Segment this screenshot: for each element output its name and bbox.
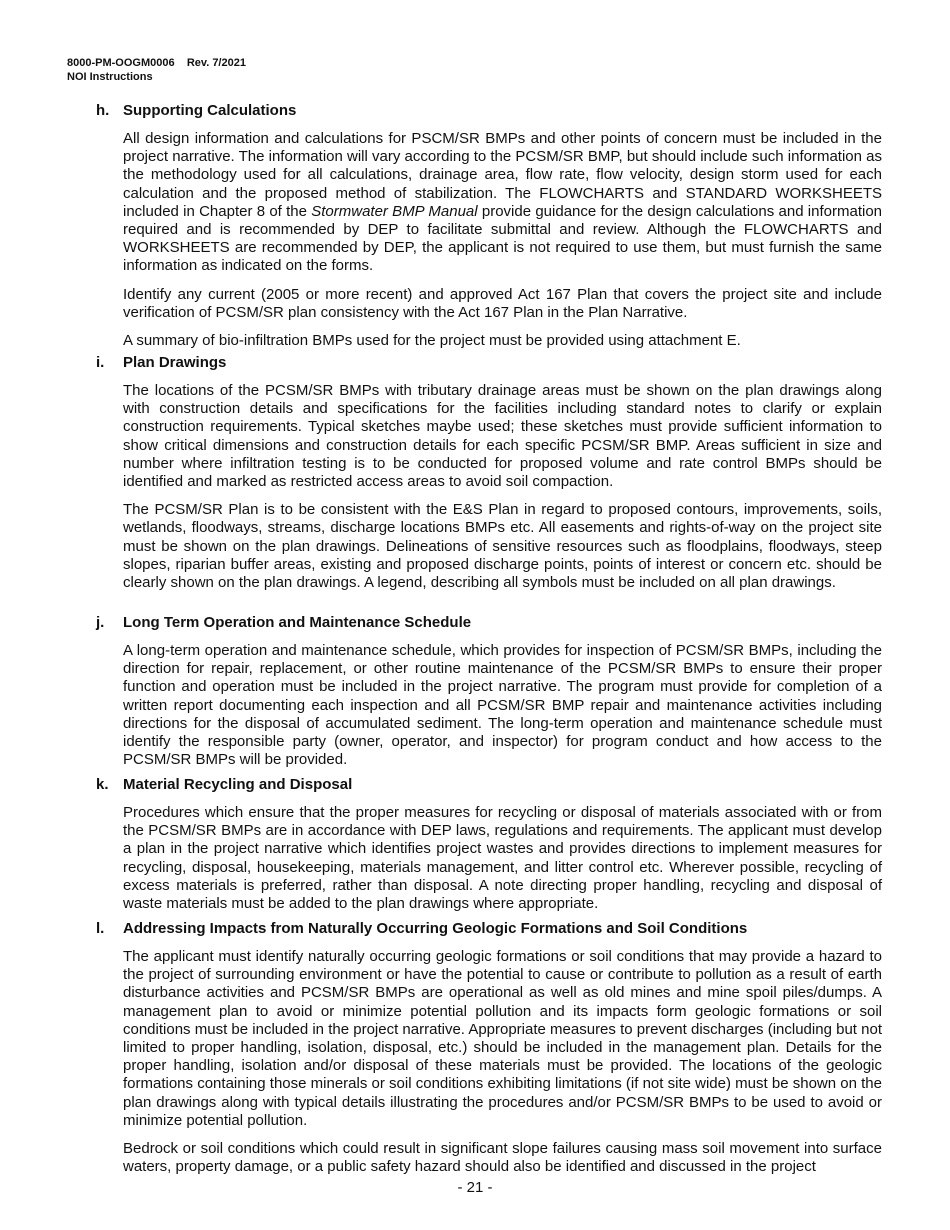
manual-title: Stormwater BMP Manual (311, 202, 478, 220)
section-l (96, 920, 882, 1176)
section-i (96, 354, 882, 592)
section-h (96, 102, 882, 350)
section-title: Supporting Calculations (123, 102, 297, 119)
section-title: Plan Drawings (123, 354, 227, 371)
revision: Rev. 7/2021 (186, 57, 246, 69)
section-title: Material Recycling and Disposal (123, 776, 353, 793)
section-letter: k. (96, 776, 109, 793)
section-k (96, 776, 882, 913)
paragraph (123, 130, 882, 276)
section-heading (96, 102, 882, 120)
section-j (96, 614, 882, 769)
page-number: - 21 - (457, 1179, 493, 1196)
section-letter: j. (96, 614, 105, 631)
section-letter: i. (96, 354, 105, 371)
doc-id: 8000-PM-OOGM0006 (67, 57, 175, 69)
paragraph: A long-term operation and maintenance schedule, which provides for inspection of PCSM/SR BMPs, including the direction for repair, replacement, or other routine maintenance of the PCSM/SR BMPs to ensure their proper function and operation must be included in the project narrative. The program must provide for completion of a written report documenting each inspection and all PCSM/SR BMP repair and maintenance activities including directions for the disposal of accumulated sediment. The long-term operation and maintenance schedule must identify the responsible party (owner, operator, and inspector) for program conduct and how access to the PCSM/SR BMPs will be provided. (123, 642, 882, 769)
section-heading (96, 354, 882, 372)
section-heading (96, 920, 882, 938)
doc-subtitle: NOI Instructions (67, 71, 153, 83)
text-run: All design information and calculations for PSCM/SR BMPs and other points of concern must be included in the project narrative. The information will vary according to the PCSM/SR BMP, but should include such information as the methodology used for all calculations, drainage area, flow rate, flow velocity, design storm used for each calculation and the proposed method of stabilization. The FLOWCHARTS and STANDARD WORKSHEETS included in Chapter 8 of the (123, 130, 882, 220)
text-run: provide guidance for the design calculations and information required and is recommended by DEP to facilitate submittal and review. Although the FLOWCHARTS and WORKSHEETS are recommended by DEP, the applicant is not required to use them, but must furnish the same information as indicated on the forms. (123, 202, 883, 275)
section-letter: l. (96, 920, 105, 937)
paragraph: Bedrock or soil conditions which could result in significant slope failures causing mass soil movement into surface waters, property damage, or a public safety hazard should also be identified and discussed in the project (123, 1140, 882, 1176)
paragraph: The PCSM/SR Plan is to be consistent with the E&S Plan in regard to proposed contours, improvements, soils, wetlands, floodways, streams, discharge locations BMPs etc. All easements and rights-of-way on the project site must be shown on the plan drawings. Delineations of sensitive resources such as floodplains, floodways, steep slopes, riparian buffer areas, existing and proposed discharge points, points of interest or concern etc. should be clearly shown on the plan drawings. A legend, describing all symbols must be included on all plan drawings. (123, 501, 882, 592)
section-title: Addressing Impacts from Naturally Occurring Geologic Formations and Soil Conditions (123, 920, 748, 937)
document-header (67, 56, 246, 84)
paragraph: The applicant must identify naturally occurring geologic formations or soil conditions that may provide a hazard to the project of surrounding environment or have the potential to cause or contribute to pollution as a result of earth disturbance activities and PCSM/SR BMPs are operational as well as old mines and mine spoil piles/dumps. A management plan to avoid or minimize potential pollution and its impacts form geologic formations or soil conditions must be included in the project narrative. Appropriate measures to prevent discharges (including but not limited to proper handling, isolation, disposal, etc.) should be included in the management plan. Details for the proper handling, isolation and/or disposal of these materials must be provided. The locations of the geologic formations containing those minerals or soil conditions exhibiting limitations (if not site wide) must be shown on the plan drawings along with typical details illustrating the procedures and/or PCSM/SR BMPs to be used to avoid or minimize potential pollution. (123, 948, 882, 1129)
section-letter: h. (96, 102, 110, 119)
paragraph: A summary of bio-infiltration BMPs used for the project must be provided using attachment E. (123, 332, 741, 350)
section-title: Long Term Operation and Maintenance Schedule (123, 614, 472, 631)
section-heading (96, 776, 882, 794)
paragraph: Procedures which ensure that the proper measures for recycling or disposal of materials associated with or from the PCSM/SR BMPs are in accordance with DEP laws, regulations and requirements. The applicant must develop a plan in the project narrative which identifies project wastes and provides directions to implement measures for recycling, disposal, housekeeping, materials management, and litter control etc. Wherever possible, recycling of excess materials is preferred, rather than disposal. A note directing proper handling, recycling and disposal of waste materials must be added to the plan drawings where appropriate. (123, 804, 882, 913)
paragraph: The locations of the PCSM/SR BMPs with tributary drainage areas must be shown on the plan drawings along with construction details and specifications for the facilities including standard notes to clarify or explain construction requirements. Typical sketches maybe used; these sketches must provide sufficient information to show critical dimensions and construction details for each specific PCSM/SR BMP. Areas sufficient in size and number where infiltration testing is to be conducted for proposed volume and rate control BMPs should be identified and marked as restricted access areas to avoid soil compaction. (123, 382, 882, 491)
paragraph: Identify any current (2005 or more recent) and approved Act 167 Plan that covers the project site and include verification of PCSM/SR plan consistency with the Act 167 Plan in the Plan Narrative. (123, 285, 882, 321)
section-heading (96, 614, 882, 632)
